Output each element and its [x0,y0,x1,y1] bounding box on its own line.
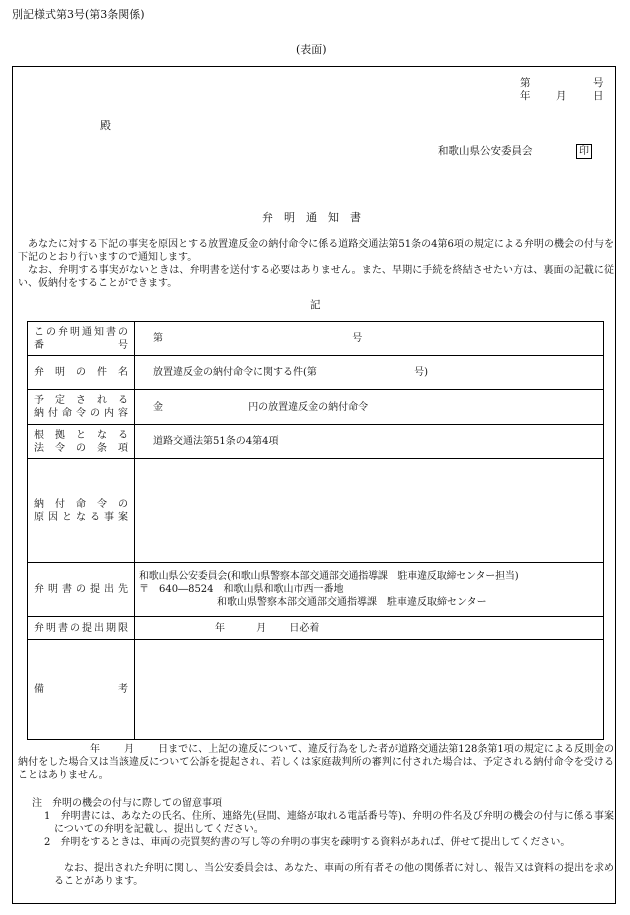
dai-text: 第 [153,333,163,344]
note-title: 注 弁明の機会の付与に際しての留意事項 [32,798,222,809]
seal-stamp: 印 [576,144,592,159]
label-cause [28,459,135,563]
value-cause[interactable] [135,459,604,563]
label-remarks [28,640,135,740]
label-line: 法令の条項 [34,442,128,454]
note-2: 2 弁明をするときは、車両の売買契約書の写し等の弁明の事実を疎明する資料があれば、併せて提出してください。 [44,837,571,848]
issuer-name: 和歌山県公安委員会 [438,145,533,157]
label-line: 予定される [34,395,128,406]
after-text: 日までに、上記の違反について、違反行為をした者が道路交通法第128条第1項の規定による反則金の納付をした場合又は当該違反について公訴を提起され、若しくは家庭裁判所の審判に付された場合は、予定される納付命令を受けることはありません。 [18,744,615,781]
side-label: (表面) [296,43,327,56]
value-submission [135,563,604,617]
label-order-content [28,390,135,425]
value-deadline[interactable] [135,617,604,640]
label-line: 納付命令の [34,498,128,510]
subject-text-a: 放置違反金の納付命令に関する件(第 [153,367,317,378]
subject-text-b: 号) [414,367,428,378]
note-1: 1 弁明書には、あなたの氏名、住所、連絡先(昼間、連絡が取れる電話番号等)、弁明の件名及び弁明の機会の付与に係る事案についての弁明を記載し、提出してください。 [44,811,614,835]
deadline-month: 月 [256,622,267,634]
legal-basis-text: 道路交通法第51条の4第4項 [153,436,279,447]
label-line: 弁明書の提出先 [34,584,128,595]
remarks-label [34,683,128,696]
value-order-content[interactable] [135,390,604,425]
label-deadline [28,617,135,640]
label-line: 根拠となる [34,429,128,441]
after-month: 月 [124,744,135,755]
label-legal-basis [28,425,135,459]
remarks-label-b: 考 [118,684,128,695]
remarks-label-a: 備 [34,684,44,695]
table-row-cause [28,459,604,563]
value-legal-basis [135,425,604,459]
label-subject [28,356,135,390]
table-row-deadline [28,617,604,640]
header-day: 日 [593,90,604,102]
go-text: 号 [352,333,363,344]
table-row-subject [28,356,604,390]
deadline-day: 日必着 [289,622,320,634]
table-row-remarks [28,640,604,740]
value-subject[interactable] [135,356,604,390]
addressee-tono: 殿 [100,119,111,132]
amount-text: 円の放置違反金の納付命令 [248,401,369,413]
note-3: なお、提出された弁明に関し、当公安委員会は、あなた、車両の所有者その他の関係者に対し、報告又は資料の提出を求めることがあります。 [54,863,614,887]
intro-paragraph-2: なお、弁明する事実がないときは、弁明書を送付する必要はありません。また、早期に手続を終結させたい方は、裏面の記載に従い、仮納付をすることができます。 [18,265,614,289]
notice-table [27,321,604,740]
deadline-paragraph [18,743,614,782]
document-title: 弁 明 通 知 書 [262,211,361,224]
ki-label: 記 [310,299,321,311]
intro-paragraph-1: あなたに対する下記の事実を原因とする放置違反金の納付命令に係る道路交通法第51条の4第6項の規定による弁明の機会の付与を下記のとおり行いますので通知します。 [18,239,614,263]
deadline-year: 年 [215,622,225,634]
form-number: 別記様式第3号(第3条関係) [12,8,145,21]
submission-line-1: 和歌山県公安委員会(和歌山県警察本部交通部交通指導課 駐車違反取締センター担当) [139,571,519,582]
table-row-legal-basis [28,425,604,459]
label-line: この弁明通知書の [34,326,128,338]
label-line: 納付命令の内容 [34,408,128,419]
submission-line-3: 和歌山県警察本部交通部交通指導課 駐車違反取締センター [217,597,487,608]
amount-kin: 金 [153,401,163,413]
label-line: 弁明の件名 [34,367,128,378]
label-submission [28,563,135,617]
table-row-number [28,322,604,356]
after-year: 年 [90,744,101,755]
table-row-submission [28,563,604,617]
header-year: 年 [520,90,531,102]
table-row-order-content [28,390,604,425]
label-line: 原因となる事案 [34,511,128,523]
label-notice-number [28,322,135,356]
label-line: 弁明書の提出期限 [34,622,128,634]
header-go: 号 [593,77,604,89]
header-dai: 第 [520,77,531,89]
submission-line-2: 〒 640―8524 和歌山県和歌山市西一番地 [139,584,344,595]
value-notice-number[interactable] [135,322,604,356]
label-line: 番 号 [34,339,128,351]
header-month: 月 [556,90,567,102]
value-remarks[interactable] [135,640,604,740]
